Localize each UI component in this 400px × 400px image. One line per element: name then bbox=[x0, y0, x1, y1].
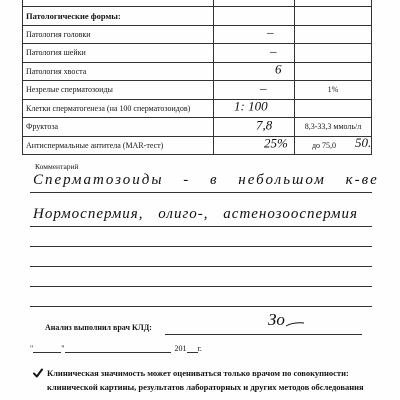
reference-value: 1% bbox=[294, 81, 371, 99]
table-header-row bbox=[23, 7, 371, 26]
signature-line bbox=[165, 334, 362, 335]
reference-cell bbox=[294, 63, 371, 81]
table-row bbox=[23, 44, 371, 63]
date-line bbox=[30, 344, 202, 353]
table-top-edge bbox=[23, 0, 371, 7]
result-cell bbox=[213, 7, 294, 25]
result-cell bbox=[213, 118, 294, 136]
result-value: 25% bbox=[264, 135, 288, 151]
disclaimer-text: Клиническая значимость может оцениваться только врачом по совокупности: bbox=[47, 368, 349, 378]
date-open-quote: " bbox=[30, 344, 34, 353]
reference-cell bbox=[294, 7, 371, 25]
table-row bbox=[23, 63, 371, 82]
result-value: – bbox=[267, 24, 274, 40]
reference-cell bbox=[294, 137, 371, 155]
reference-cell bbox=[294, 44, 371, 62]
table-row bbox=[23, 137, 371, 156]
top-edge-cell bbox=[23, 0, 213, 6]
result-value: 6 bbox=[275, 61, 282, 77]
year-suffix: г. bbox=[197, 344, 202, 353]
doctor-signature: Зо bbox=[268, 310, 285, 329]
clinical-disclaimer bbox=[33, 366, 378, 394]
table-row bbox=[23, 118, 371, 137]
row-label: Антиспермальные антитела (MAR-тест) bbox=[26, 140, 164, 150]
comment-rule-line bbox=[30, 306, 372, 307]
table-row bbox=[23, 100, 371, 119]
comment-rule-line bbox=[30, 286, 372, 287]
result-cell bbox=[213, 63, 294, 81]
top-edge-cell bbox=[294, 0, 371, 6]
reference-value: до 75,0 bbox=[311, 140, 337, 150]
check-icon bbox=[33, 368, 43, 378]
reference-cell bbox=[294, 100, 371, 118]
signature-stroke bbox=[285, 320, 305, 328]
result-cell bbox=[213, 100, 294, 118]
result-value: – bbox=[270, 43, 277, 59]
comment-rule-line bbox=[30, 226, 372, 227]
row-label: Незрелые сперматозоиды bbox=[26, 85, 113, 95]
morphology-table bbox=[22, 0, 372, 155]
row-label: Патология головки bbox=[26, 29, 91, 39]
table-row bbox=[23, 81, 371, 100]
year-blank bbox=[187, 344, 198, 353]
disclaimer-text: клинической картины, результатов лабораторных и других методов обследования bbox=[47, 382, 364, 392]
result-cell bbox=[213, 26, 294, 44]
day-blank bbox=[33, 344, 61, 353]
handwritten-note: 50. bbox=[355, 135, 372, 151]
comment-label: Комментарий bbox=[35, 162, 79, 171]
comment-rule-line bbox=[30, 246, 372, 247]
result-value: 1: 100 bbox=[234, 98, 268, 114]
comment-handwritten-line: Сперматозоиды - в небольшом к-ве bbox=[33, 172, 379, 188]
result-value: 7,8 bbox=[256, 117, 273, 133]
table-row bbox=[23, 26, 371, 45]
comment-handwritten-line: Нормоспермия, олиго-, астенозооспермия bbox=[33, 206, 358, 222]
section-title: Патологические формы: bbox=[26, 10, 121, 21]
comment-rule-line bbox=[30, 266, 372, 267]
result-cell bbox=[213, 44, 294, 62]
result-cell bbox=[213, 81, 294, 99]
reference-value: 8,3-33,3 ммоль/л bbox=[294, 118, 371, 136]
comment-rule-line bbox=[30, 192, 372, 193]
disclaimer-line bbox=[33, 366, 378, 380]
performed-by-label: Анализ выполнил врач КЛД: bbox=[45, 323, 152, 332]
result-cell bbox=[213, 137, 294, 155]
reference-cell bbox=[294, 26, 371, 44]
row-label: Патология шейки bbox=[26, 48, 86, 58]
date-close-quote: " bbox=[61, 344, 65, 353]
row-label: Клетки сперматогенеза (на 100 сперматозоидов) bbox=[26, 103, 191, 113]
row-label: Фруктоза bbox=[26, 122, 59, 132]
month-blank bbox=[65, 344, 171, 353]
result-value: – bbox=[260, 80, 267, 96]
top-edge-cell bbox=[213, 0, 294, 6]
row-label: Патология хвоста bbox=[26, 66, 87, 76]
year-prefix: 201 bbox=[174, 344, 187, 353]
